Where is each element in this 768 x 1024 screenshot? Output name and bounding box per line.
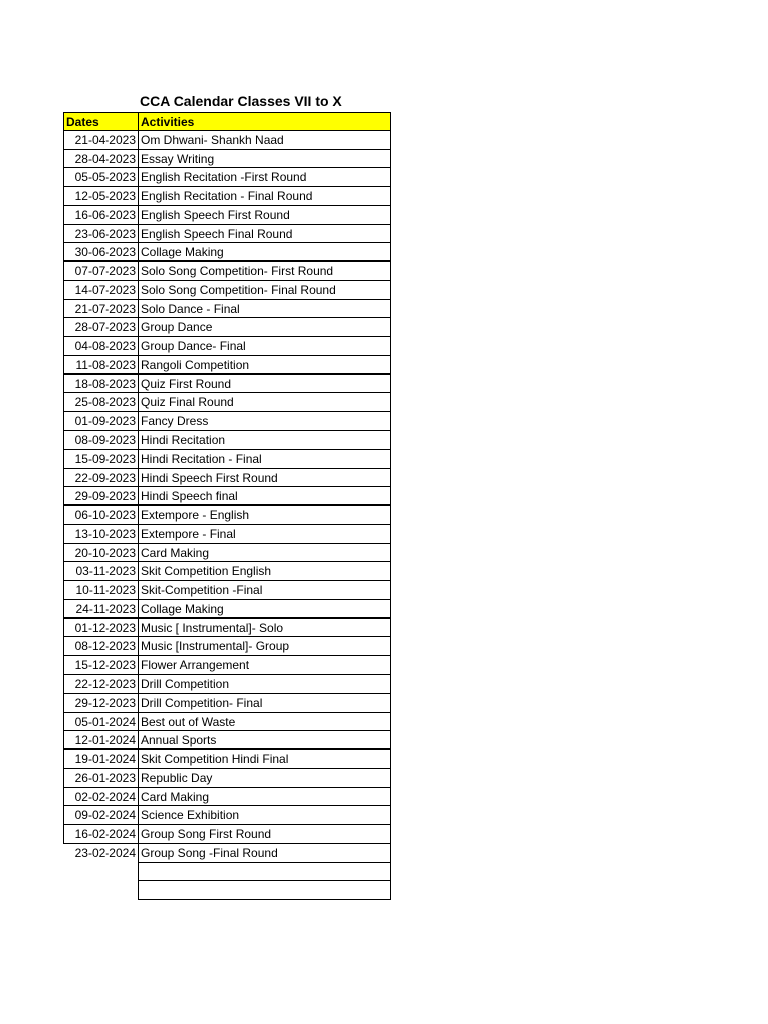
date-cell: 12-05-2023 xyxy=(63,187,138,206)
table-row xyxy=(63,469,391,488)
table-row xyxy=(63,788,391,807)
date-cell: 16-02-2024 xyxy=(63,825,138,844)
table-row xyxy=(63,281,391,300)
table-row xyxy=(63,318,391,337)
table-row xyxy=(63,544,391,563)
activity-cell: English Recitation -First Round xyxy=(138,168,391,187)
activity-cell: Group Dance- Final xyxy=(138,337,391,356)
table-row xyxy=(63,506,391,525)
date-cell: 02-02-2024 xyxy=(63,788,138,807)
table-row xyxy=(63,300,391,319)
table-row xyxy=(63,356,391,375)
date-cell: 01-12-2023 xyxy=(63,619,138,638)
activity-cell: Essay Writing xyxy=(138,150,391,169)
date-cell: 04-08-2023 xyxy=(63,337,138,356)
activity-cell: Drill Competition xyxy=(138,675,391,694)
activity-cell: English Recitation - Final Round xyxy=(138,187,391,206)
activity-cell: Hindi Recitation xyxy=(138,431,391,450)
activity-cell: Drill Competition- Final xyxy=(138,694,391,713)
table-body xyxy=(63,131,391,900)
date-cell: 28-07-2023 xyxy=(63,318,138,337)
table-row xyxy=(63,412,391,431)
date-cell: 22-09-2023 xyxy=(63,469,138,488)
activity-cell: Republic Day xyxy=(138,769,391,788)
activity-cell: Hindi Recitation - Final xyxy=(138,450,391,469)
table-row xyxy=(63,581,391,600)
table-row xyxy=(63,600,391,619)
date-cell: 20-10-2023 xyxy=(63,544,138,563)
empty-row xyxy=(63,881,391,900)
table-row xyxy=(63,243,391,262)
table-row xyxy=(63,825,391,844)
activity-cell: Card Making xyxy=(138,544,391,563)
table-row xyxy=(63,168,391,187)
date-cell: 09-02-2024 xyxy=(63,806,138,825)
date-cell: 15-09-2023 xyxy=(63,450,138,469)
table-row xyxy=(63,262,391,281)
table-row xyxy=(63,694,391,713)
date-cell: 23-02-2024 xyxy=(74,845,136,860)
table-row xyxy=(63,656,391,675)
date-cell: 30-06-2023 xyxy=(63,243,138,262)
activity-cell: English Speech First Round xyxy=(138,206,391,225)
table-row xyxy=(63,337,391,356)
date-cell: 15-12-2023 xyxy=(63,656,138,675)
activity-cell: Solo Dance - Final xyxy=(138,300,391,319)
empty-date-cell xyxy=(63,881,138,900)
date-cell: 24-11-2023 xyxy=(63,600,138,619)
activity-cell: Hindi Speech First Round xyxy=(138,469,391,488)
activity-cell: Quiz Final Round xyxy=(138,393,391,412)
activity-cell: Music [ Instrumental]- Solo xyxy=(138,619,391,638)
date-cell: 13-10-2023 xyxy=(63,525,138,544)
date-cell: 21-04-2023 xyxy=(63,131,138,150)
table-row xyxy=(63,806,391,825)
activity-cell: Om Dhwani- Shankh Naad xyxy=(138,131,391,150)
date-cell: 19-01-2024 xyxy=(63,750,138,769)
page-title: CCA Calendar Classes VII to X xyxy=(140,93,342,109)
activity-cell: Fancy Dress xyxy=(138,412,391,431)
table-row xyxy=(63,131,391,150)
date-cell: 16-06-2023 xyxy=(63,206,138,225)
date-cell: 05-01-2024 xyxy=(63,713,138,732)
dates-column-header: Dates xyxy=(63,112,138,131)
date-cell: 05-05-2023 xyxy=(63,168,138,187)
activity-cell: Collage Making xyxy=(138,600,391,619)
table-row xyxy=(63,637,391,656)
table-header-row xyxy=(63,112,391,131)
date-cell: 03-11-2023 xyxy=(63,562,138,581)
table-row xyxy=(63,450,391,469)
activity-cell: Rangoli Competition xyxy=(138,356,391,375)
table-row xyxy=(63,731,391,750)
table-row xyxy=(63,844,391,863)
date-cell: 11-08-2023 xyxy=(63,356,138,375)
activity-cell: Skit Competition Hindi Final xyxy=(138,750,391,769)
date-cell: 12-01-2024 xyxy=(63,731,138,750)
table-row xyxy=(63,769,391,788)
date-cell: 14-07-2023 xyxy=(63,281,138,300)
activity-cell: Group Song First Round xyxy=(138,825,391,844)
table-row xyxy=(63,525,391,544)
activity-cell: Extempore - Final xyxy=(138,525,391,544)
date-cell: 06-10-2023 xyxy=(63,506,138,525)
activity-cell: Best out of Waste xyxy=(138,713,391,732)
table-row xyxy=(63,225,391,244)
table-row xyxy=(63,187,391,206)
table-row xyxy=(63,150,391,169)
date-cell: 22-12-2023 xyxy=(63,675,138,694)
date-cell: 01-09-2023 xyxy=(63,412,138,431)
activity-cell: Hindi Speech final xyxy=(138,487,391,506)
activity-cell: English Speech Final Round xyxy=(138,225,391,244)
activity-cell: Group Song -Final Round xyxy=(138,844,391,863)
activity-cell: Solo Song Competition- First Round xyxy=(138,262,391,281)
activity-cell: Music [Instrumental]- Group xyxy=(138,637,391,656)
table-row xyxy=(63,487,391,506)
date-cell: 23-06-2023 xyxy=(63,225,138,244)
activity-cell: Flower Arrangement xyxy=(138,656,391,675)
empty-activity-cell xyxy=(138,881,391,900)
table-row xyxy=(63,431,391,450)
date-cell: 07-07-2023 xyxy=(63,262,138,281)
table-row xyxy=(63,206,391,225)
activity-cell: Solo Song Competition- Final Round xyxy=(138,281,391,300)
date-cell: 29-12-2023 xyxy=(63,694,138,713)
activity-cell: Extempore - English xyxy=(138,506,391,525)
table-row xyxy=(63,393,391,412)
date-cell: 08-09-2023 xyxy=(63,431,138,450)
date-cell: 26-01-2023 xyxy=(63,769,138,788)
activity-cell: Annual Sports xyxy=(138,731,391,750)
table-row xyxy=(63,750,391,769)
date-cell: 28-04-2023 xyxy=(63,150,138,169)
empty-row xyxy=(63,863,391,882)
date-cell: 29-09-2023 xyxy=(63,487,138,506)
empty-activity-cell xyxy=(138,863,391,882)
activities-column-header: Activities xyxy=(138,112,391,131)
activity-cell: Group Dance xyxy=(138,318,391,337)
date-cell: 21-07-2023 xyxy=(63,300,138,319)
table-row xyxy=(63,619,391,638)
cca-calendar-table xyxy=(63,112,391,900)
date-cell: 25-08-2023 xyxy=(63,393,138,412)
date-cell: 08-12-2023 xyxy=(63,637,138,656)
activity-cell: Science Exhibition xyxy=(138,806,391,825)
activity-cell: Skit-Competition -Final xyxy=(138,581,391,600)
table-row xyxy=(63,675,391,694)
activity-cell: Collage Making xyxy=(138,243,391,262)
empty-date-cell xyxy=(63,863,138,882)
table-row xyxy=(63,713,391,732)
table-row xyxy=(63,375,391,394)
table-row xyxy=(63,562,391,581)
date-cell: 10-11-2023 xyxy=(63,581,138,600)
activity-cell: Card Making xyxy=(138,788,391,807)
activity-cell: Skit Competition English xyxy=(138,562,391,581)
date-cell: 18-08-2023 xyxy=(63,375,138,394)
activity-cell: Quiz First Round xyxy=(138,375,391,394)
